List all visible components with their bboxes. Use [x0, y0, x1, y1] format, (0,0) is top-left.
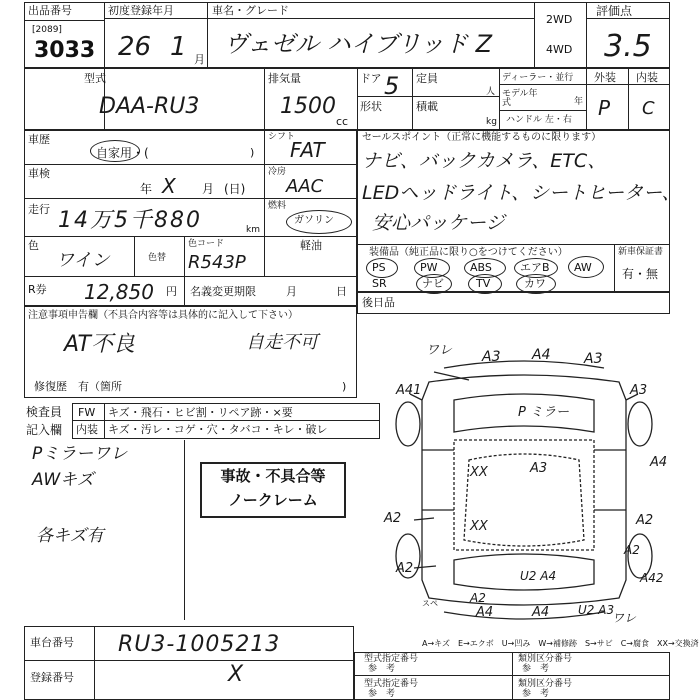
equip-tv: TV	[476, 277, 491, 290]
color-label: 色	[28, 239, 39, 252]
first-reg-year: 26	[118, 32, 152, 62]
name-change-month: 月	[286, 285, 297, 298]
mark-a2: A2	[396, 561, 414, 576]
exterior-label: 外装	[594, 71, 616, 84]
shift-label: シフト	[268, 132, 296, 142]
color-code-label: 色コード	[188, 239, 225, 249]
equip-ps: PS	[372, 261, 386, 274]
mark-ware-front: ワレ	[426, 343, 453, 358]
interior-items: キズ・汚レ・コゲ・穴・タバコ・キレ・破レ	[108, 423, 328, 436]
mark-a3: A3	[530, 461, 548, 476]
category-ref: 参 考	[522, 664, 550, 674]
inspection-month-value: X	[162, 174, 176, 198]
month-unit: 月	[194, 53, 205, 66]
record-label: 記入欄	[26, 423, 63, 437]
category-label-2: 類別区分番号	[518, 679, 573, 689]
cooling-value: AAC	[286, 176, 324, 197]
inspection-month-unit: 月	[202, 182, 215, 196]
mark-a2: A2	[624, 543, 640, 557]
sales-line2: LEDヘッドライト、シートヒーター、	[362, 182, 681, 204]
recycle-label: R券	[28, 283, 47, 296]
after-block	[357, 292, 670, 314]
no-claim-stamp	[200, 462, 346, 518]
equip-circle	[468, 274, 502, 294]
diagram-legend: A→キズ E→エクボ U→凹み W→補修跡 S→サビ C→腐食 XX→交換済	[422, 639, 699, 648]
inspection-label: 車検	[28, 167, 50, 180]
inspection-year-unit: 年	[140, 182, 153, 196]
mark-u2-a4: U2 A4	[520, 569, 557, 583]
registration-label: 登録番号	[30, 671, 74, 684]
remark-aw: AWキズ	[32, 470, 94, 490]
equip-navi: ナビ	[422, 277, 444, 290]
equip-circle	[568, 256, 604, 278]
first-reg-label: 初度登録年月	[108, 4, 174, 17]
sales-line1: ナビ、バックカメラ、ETC、	[362, 150, 607, 172]
mark-a4: A4	[532, 605, 550, 620]
stamp-line1: 事故・不具合等	[220, 467, 326, 485]
stamp-line2: ノークレーム	[228, 491, 318, 509]
year-unit: 年	[574, 97, 584, 107]
mark-a2: A2	[384, 511, 402, 526]
displacement-label: 排気量	[268, 72, 301, 85]
shape-label: 形状	[360, 100, 382, 113]
warranty-value: 有・無	[622, 267, 659, 281]
type-cert-ref: 参 考	[368, 664, 396, 674]
mileage-value: 14万5千880	[58, 208, 202, 233]
recycle-value: 12,850	[84, 280, 154, 304]
repair-close: )	[342, 380, 347, 393]
equip-circle	[416, 274, 452, 294]
car-name: ヴェゼル ハイブリッド Z	[224, 30, 493, 58]
mark-a42: A42	[640, 571, 664, 585]
mileage-label: 走行	[28, 203, 50, 216]
repair-label: 修復歴 有（箇所	[34, 380, 122, 393]
sales-line3: 安心パッケージ	[372, 212, 505, 234]
yen-unit: 円	[166, 285, 177, 298]
interior-label: 内装	[636, 71, 658, 84]
name-change-day: 日	[336, 285, 347, 298]
displacement-value: 1500	[280, 94, 336, 119]
model-year-label: モデル年式	[502, 89, 538, 108]
type-cert-ref-2: 参 考	[368, 689, 396, 699]
name-change-label: 名義変更期限	[190, 285, 256, 298]
type-cert-label: 型式指定番号	[364, 654, 419, 664]
equip-abs: ABS	[470, 261, 492, 274]
cooling-label: 冷房	[268, 167, 287, 177]
mark-a41: A41	[396, 383, 422, 398]
type-cert-label-2: 型式指定番号	[364, 679, 419, 689]
doors-label: ドア	[360, 72, 382, 85]
fw-items: キズ・飛石・ヒビ割・リペア跡・×要	[108, 406, 293, 419]
lot-code: [2089]	[32, 25, 62, 35]
history-circle	[90, 140, 140, 162]
after-label: 後日品	[362, 296, 395, 309]
mark-a4: A4	[532, 347, 551, 363]
car-name-label: 車名・グレード	[212, 4, 289, 17]
sales-label: セールスポイント（正常に機能するものに限ります）	[362, 132, 602, 143]
mark-a4: A4	[476, 605, 494, 620]
mark-a2: A2	[470, 591, 486, 605]
kg-unit: kg	[486, 117, 497, 127]
model-value: DAA-RU3	[99, 94, 200, 119]
exterior-value: P	[598, 96, 611, 120]
equip-aw: AW	[574, 261, 592, 274]
equip-airbag: エアB	[520, 261, 550, 274]
warranty-label: 新車保証書	[618, 247, 664, 257]
inspector-label: 検査員	[26, 405, 63, 419]
chassis-value: RU3-1005213	[118, 632, 281, 657]
interior-record-label: 内装	[76, 423, 98, 436]
capacity-label: 定員	[416, 72, 438, 85]
mark-a4: A4	[650, 455, 668, 470]
mark-xx: XX	[470, 519, 488, 534]
equip-label: 装備品（純正品に限り○をつけてください）	[369, 247, 568, 258]
history-label: 車歴	[28, 133, 50, 146]
load-label: 積載	[416, 100, 438, 113]
notes-label: 注意事項申告欄（不具合内容等は具体的に記入して下さい）	[28, 310, 298, 321]
drive-4wd: 4WD	[546, 43, 573, 56]
fw-label: FW	[78, 406, 96, 419]
score-label: 評価点	[596, 4, 633, 18]
km-unit: km	[246, 225, 260, 235]
mark-xx: XX	[470, 465, 488, 480]
mark-ware-rear: ワレ	[612, 611, 637, 625]
note-self-drive: 自走不可	[246, 332, 318, 353]
category-label: 類別区分番号	[518, 654, 573, 664]
shift-value: FAT	[290, 138, 325, 162]
model-label: 型式	[84, 72, 106, 85]
auction-sheet	[24, 0, 699, 700]
remark-mirror: Pミラーワレ	[32, 444, 128, 464]
mark-spare: スペ	[422, 599, 438, 608]
registration-value: X	[228, 662, 244, 687]
handle-label: ハンドル 左・右	[506, 115, 572, 125]
lot-number: 3033	[34, 38, 96, 63]
fuel-circle	[286, 210, 352, 234]
cc-unit: cc	[336, 115, 349, 128]
doors-value: 5	[384, 72, 400, 100]
equip-leather: カワ	[524, 277, 546, 290]
score-value: 3.5	[604, 29, 652, 64]
mark-p-mirror: P ミラー	[518, 405, 569, 420]
mark-u2-a3: U2 A3	[578, 603, 615, 617]
mark-a3: A3	[630, 383, 648, 398]
history-value: 自家用・(	[96, 146, 149, 160]
fuel-diesel: 軽油	[300, 239, 322, 252]
history-close: )	[250, 146, 255, 159]
fuel-gas: ガソリン	[294, 215, 334, 226]
drive-2wd: 2WD	[546, 13, 573, 26]
color-value: ワイン	[56, 250, 110, 271]
remark-scratches: 各キズ有	[36, 526, 104, 546]
note-at: AT不良	[64, 332, 135, 357]
inspection-day-unit: (日)	[224, 182, 246, 196]
person-unit: 人	[486, 87, 496, 97]
category-ref-2: 参 考	[522, 689, 550, 699]
mark-a2: A2	[636, 513, 654, 528]
interior-value: C	[642, 98, 655, 119]
equip-sr: SR	[372, 277, 387, 290]
fuel-label: 燃料	[268, 201, 287, 211]
equip-pw: PW	[420, 261, 438, 274]
lot-label: 出品番号	[28, 4, 72, 17]
chassis-label: 車台番号	[30, 636, 74, 649]
first-reg-month: 1	[170, 32, 187, 62]
equip-circle	[366, 258, 398, 278]
mark-a3: A3	[482, 349, 501, 365]
equip-circle	[516, 274, 556, 294]
color-code-value: R543P	[188, 252, 246, 273]
dealer-label: ディーラー・並行	[502, 73, 574, 83]
mark-a3: A3	[584, 351, 603, 367]
color-change-label: 色替	[148, 253, 167, 263]
